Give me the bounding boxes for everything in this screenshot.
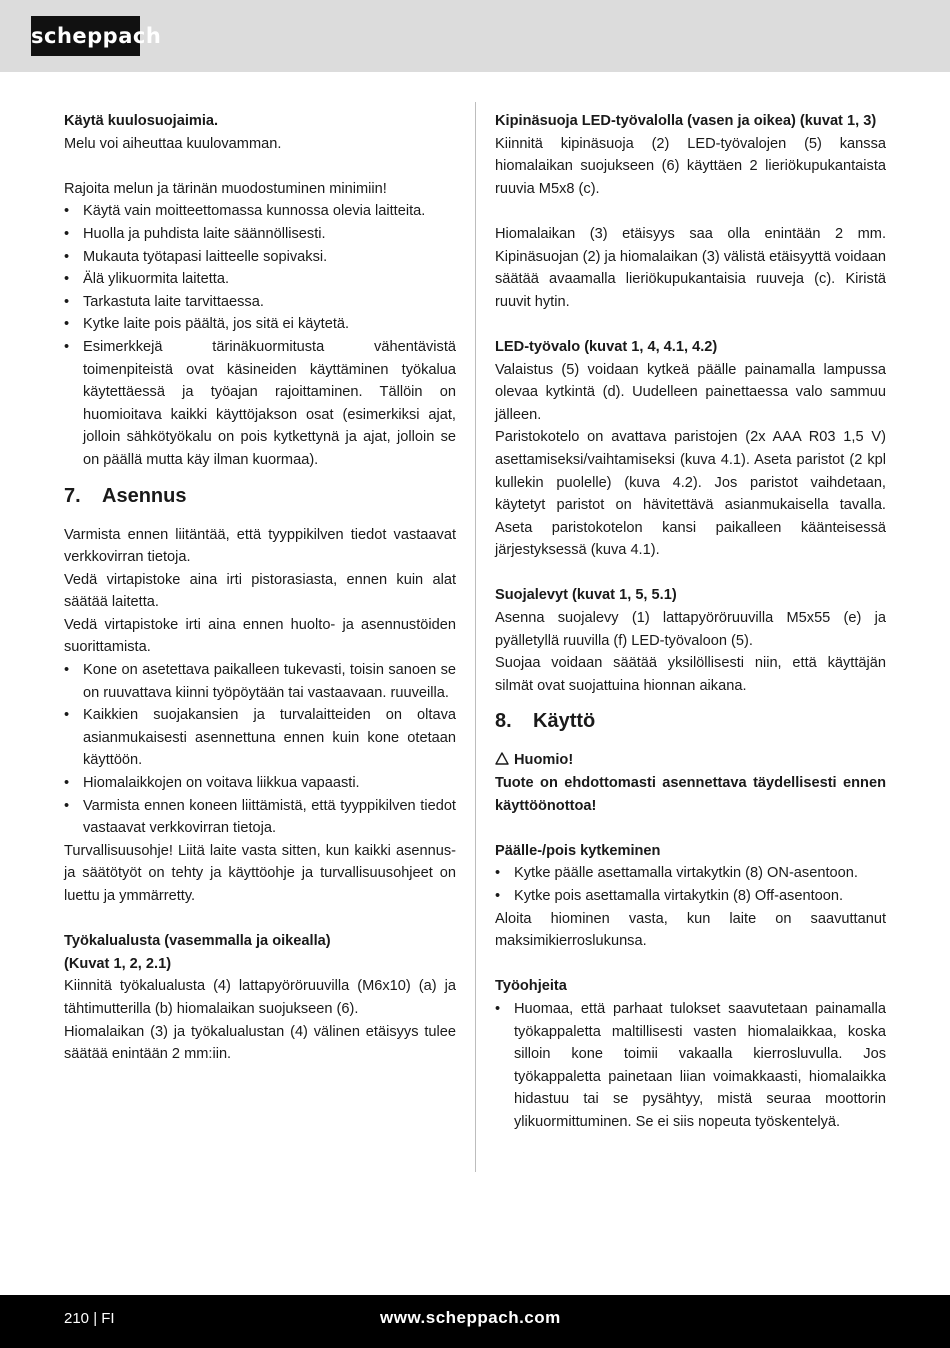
column-divider: [475, 102, 476, 1172]
right-column: [495, 110, 886, 1134]
hearing-protection-text: Melu voi aiheuttaa kuulovamman.: [64, 135, 282, 152]
paragraph: Varmista ennen liitäntää, että tyyppikilven tiedot vastaavat verkkovirran tietoja.: [64, 526, 456, 566]
list-item: • Varmista ennen koneen liittämistä, että tyyppikilven tiedot vastaavat verkkovirran tietoja.: [64, 795, 456, 840]
paragraph: Kiinnitä työkalualusta (4) lattapyöröruuvilla (M6x10) (a) ja tähtimutterilla (b) hiomalaikan suojukseen (6).: [64, 978, 456, 1017]
list-item: • Tarkastuta laite tarvittaessa.: [64, 291, 456, 314]
list-item: • Huolla ja puhdista laite säännöllisesti.: [64, 223, 456, 246]
noise-intro: Rajoita melun ja tärinän muodostuminen minimiin!: [64, 180, 387, 197]
section-number: 7.: [64, 484, 81, 507]
paragraph: Vedä virtapistoke aina irti pistorasiasta, ennen kuin alat säätää laitetta.: [64, 571, 456, 611]
section-title: Käyttö: [533, 710, 596, 733]
website-link[interactable]: www.scheppach.com: [380, 1308, 561, 1327]
list-item: • Kaikkien suojakansien ja turvalaitteiden on oltava asianmukaisesti asennettuna ennen kuin kone otetaan käyttöön.: [64, 704, 456, 772]
safety-note: Turvallisuusohje! Liitä laite vasta sitten, kun kaikki asennus- ja säätötyöt on tehty ja käyttöohje ja turvallisuusohjeet on luettu ja ymmärretty.: [64, 842, 456, 904]
paragraph: Hiomalaikan (3) ja työkalualustan (4) välinen etäisyys tulee säätää enintään 2 mm:iin.: [64, 1023, 456, 1063]
list-item: • Kytke päälle asettamalla virtakytkin (8) ON-asentoon.: [495, 862, 886, 885]
warning-triangle-icon: [495, 752, 509, 765]
list-item: • Kytke laite pois päältä, jos sitä ei käytetä.: [64, 313, 456, 336]
section-8-heading: [495, 707, 886, 735]
paragraph: Aloita hiominen vasta, kun laite on saavuttanut maksimikierroslukunsa.: [495, 910, 886, 950]
paragraph: Suojaa voidaan säätää yksilöllisesti niin, että käyttäjän silmät ovat suojattuina hionnan aikana.: [495, 655, 886, 694]
list-item: • Kytke pois asettamalla virtakytkin (8) Off-asentoon.: [495, 885, 886, 908]
left-column: [64, 110, 456, 1066]
work-tips-heading: Työohjeita: [495, 978, 567, 995]
section-number: 8.: [495, 710, 512, 733]
list-item: • Hiomalaikkojen on voitava liikkua vapaasti.: [64, 772, 456, 795]
warning-label-text: Huomio!: [514, 752, 574, 769]
paragraph: Kiinnitä kipinäsuoja (2) LED-työvalojen (5) kanssa hiomalaikan suojukseen (6) käyttäen 2 lieriökupukantaista ruuvia M5x8 (c).: [495, 135, 886, 197]
page-number: 210 | FI: [64, 1310, 115, 1327]
header-bar: [0, 0, 950, 72]
spark-guard-heading: Kipinäsuoja LED-työvalolla (vasen ja oikea) (kuvat 1, 3): [495, 113, 877, 129]
eye-shield-heading: Suojalevyt (kuvat 1, 5, 5.1): [495, 587, 677, 604]
warning-text: Tuote on ehdottomasti asennettava täydellisesti ennen käyttöönottoa!: [495, 775, 886, 814]
section-7-heading: [64, 482, 456, 510]
list-item: • Kone on asetettava paikalleen tukevasti, toisin sanoen se on ruuvattava kiinni työpöytään tai vastaavaan. ruuveilla.: [64, 659, 456, 704]
paragraph: Asenna suojalevy (1) lattapyöröruuvilla M5x55 (e) ja pyälletyllä ruuvilla (f) LED-työvaloon (5).: [495, 610, 886, 649]
paragraph: Paristokotelo on avattava paristojen (2x AAA R03 1,5 V) asettamiseksi/vaihtamiseksi (kuva 4.1). Aseta paristot (2 kpl kullekin puolelle) (kuva 4.2). Jos paristot vaihdetaan, käytetyt paristot on hävitettävä asianmukaisella tavalla. Aseta paristokotelon kansi paikalleen käänteisessä järjestyksessä (kuva 4.1).: [495, 429, 886, 559]
scheppach-logo: scheppach: [31, 16, 140, 56]
list-item: • Mukauta työtapasi laitteelle sopivaksi.: [64, 246, 456, 269]
list-item: • Älä ylikuormita laitetta.: [64, 268, 456, 291]
installation-list: [64, 659, 456, 840]
warning-label: [495, 749, 886, 772]
paragraph: Vedä virtapistoke irti aina ennen huolto- ja asennustöiden suorittamista.: [64, 616, 456, 656]
hearing-protection-heading: Käytä kuulosuojaimia.: [64, 113, 219, 129]
led-light-heading: LED-työvalo (kuvat 1, 4, 4.1, 4.2): [495, 338, 718, 355]
tool-rest-heading: Työkalualusta (vasemmalla ja oikealla): [64, 933, 331, 950]
section-title: Asennus: [102, 484, 187, 507]
noise-list: [64, 200, 456, 471]
footer-bar: [0, 1295, 950, 1348]
switch-list: [495, 862, 886, 907]
on-off-heading: Päälle-/pois kytkeminen: [495, 842, 661, 859]
paragraph: Hiomalaikan (3) etäisyys saa olla enintään 2 mm. Kipinäsuojan (2) ja hiomalaikan (3) välistä etäisyyttä voidaan säätää avaamalla lieriökupukantaisia ruuveja (c). Kiristä ruuvit hytin.: [495, 225, 886, 310]
list-item: • Esimerkkejä tärinäkuormitusta vähentävistä toimenpiteistä ovat käsineiden käyttäminen työkalua käytettäessä ja työajan rajoittaminen. Tällöin on huomioitava kaikki käyttöjakson osat (esimerkiksi ajat, jolloin sähkötyökalu on pois kytkettynä ja ajat, jolloin se on päällä mutta käy ilman kuormaa).: [64, 336, 456, 472]
list-item: • Huomaa, että parhaat tulokset saavutetaan painamalla työkappaletta maltillisesti vasten hiomalaikkaa, koska silloin kone toimii vakaalla kierrosluvulla. Jos työkappaletta painetaan liian voimakkaasti, hiomalaikka hidastuu tai se pysähtyy, mistä seuraa moottorin ylikuormittuminen. Se ei siis nopeuta työskentelyä.: [495, 998, 886, 1134]
paragraph: Valaistus (5) voidaan kytkeä päälle painamalla lampussa olevaa kytkintä (d). Uudelleen painettaessa valo sammuu jälleen.: [495, 361, 886, 423]
tips-list: [495, 998, 886, 1134]
list-item: • Käytä vain moitteettomassa kunnossa olevia laitteita.: [64, 200, 456, 223]
tool-rest-figures: (Kuvat 1, 2, 2.1): [64, 955, 172, 972]
